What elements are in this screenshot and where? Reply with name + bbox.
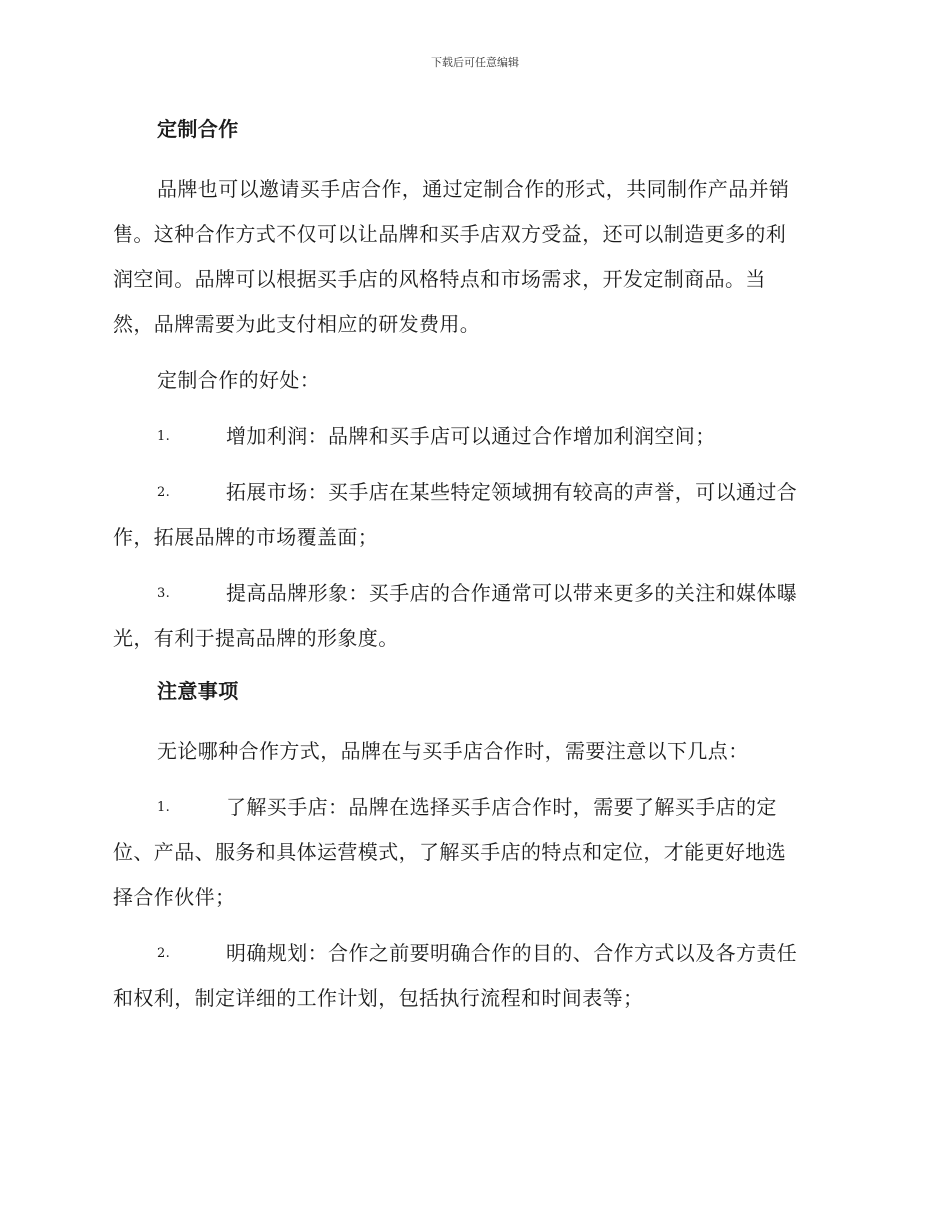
- list-item: [113, 785, 837, 920]
- list-number: 2.: [157, 946, 171, 961]
- paragraph-line: 品牌也可以邀请买手店合作，通过定制合作的形式，共同制作产品并销: [157, 177, 790, 201]
- list-number: 1.: [157, 800, 171, 815]
- list-item-continuation: 和权利，制定详细的工作计划，包括执行流程和时间表等；: [113, 986, 644, 1010]
- list-item-continuation: 作，拓展品牌的市场覆盖面；: [113, 525, 379, 549]
- list-item: [113, 931, 837, 1021]
- header-note: 下载后可任意编辑: [431, 56, 519, 69]
- custom-cooperation-paragraph: [113, 167, 837, 347]
- document-body: [113, 110, 837, 1032]
- list-item-continuation: 择合作伙伴；: [113, 885, 236, 909]
- list-item-text: 明确规划：合作之前要明确合作的目的、合作方式以及各方责任: [226, 941, 798, 965]
- list-item-continuation: 位、产品、服务和具体运营模式，了解买手店的特点和定位，才能更好地选: [113, 840, 787, 864]
- list-item-text: 拓展市场：买手店在某些特定领域拥有较高的声誉，可以通过合: [226, 480, 798, 504]
- list-item-continuation: 光，有利于提高品牌的形象度。: [113, 626, 399, 650]
- section-heading-notes: 注意事项: [157, 679, 239, 703]
- paragraph-line: 售。这种合作方式不仅可以让品牌和买手店双方受益，还可以制造更多的利: [113, 222, 787, 246]
- list-item: [113, 571, 837, 661]
- paragraph-line: 润空间。品牌可以根据买手店的风格特点和市场需求，开发定制商品。当: [113, 267, 766, 291]
- section-heading-custom-cooperation: 定制合作: [157, 117, 239, 141]
- notes-lead: 无论哪种合作方式，品牌在与买手店合作时，需要注意以下几点：: [157, 739, 749, 763]
- list-item: [113, 414, 837, 459]
- list-number: 2.: [157, 485, 171, 500]
- list-item-text: 提高品牌形象：买手店的合作通常可以带来更多的关注和媒体曝: [226, 581, 798, 605]
- benefits-lead: 定制合作的好处：: [157, 368, 321, 392]
- paragraph-line: 然，品牌需要为此支付相应的研发费用。: [113, 312, 481, 336]
- list-item-text: 增加利润：品牌和买手店可以通过合作增加利润空间；: [226, 424, 716, 448]
- list-number: 1.: [157, 429, 171, 444]
- list-number: 3.: [157, 586, 171, 601]
- list-item: [113, 470, 837, 560]
- list-item-text: 了解买手店：品牌在选择买手店合作时，需要了解买手店的定: [226, 795, 777, 819]
